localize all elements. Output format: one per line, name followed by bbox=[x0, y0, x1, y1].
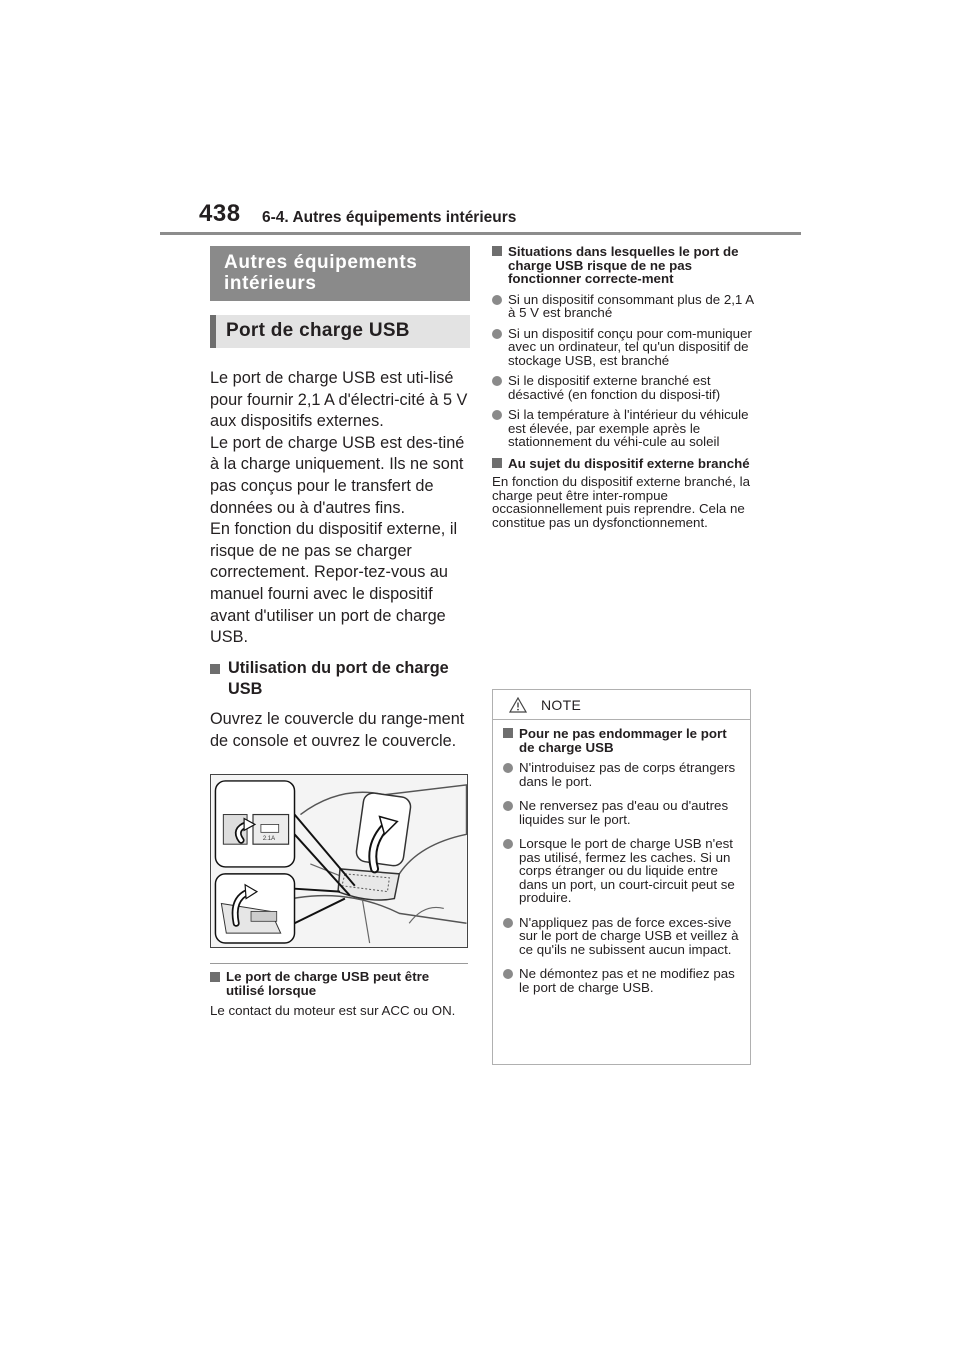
usb-port-label: 2.1A bbox=[262, 836, 276, 843]
note-item-text: Ne renversez pas d'eau ou d'autres liquides sur le port. bbox=[519, 798, 729, 827]
bullet-dot-icon bbox=[503, 839, 513, 849]
section-title: 6-4. Autres équipements intérieurs bbox=[262, 209, 517, 226]
square-bullet-icon bbox=[210, 972, 220, 982]
chapter-title: Autres équipements intérieurs bbox=[210, 246, 470, 301]
bullet-dot-icon bbox=[503, 801, 513, 811]
situations-heading-text: Situations dans lesquelles le port de charge USB risque de ne pas fonctionner correcte-ment bbox=[508, 244, 739, 286]
situation-text: Si un dispositif conçu pour com-muniquer avec un ordinateur, tel qu'un dispositif de stockage USB, est branché bbox=[508, 325, 752, 368]
note-body bbox=[493, 720, 750, 994]
situation-item bbox=[492, 327, 754, 368]
condition-heading-text: Le port de charge USB peut être utilisé lorsque bbox=[226, 969, 430, 999]
page-number: 438 bbox=[199, 200, 241, 227]
note-item-text: Ne démontez pas et ne modifiez pas le port de charge USB. bbox=[519, 966, 735, 995]
warning-triangle-icon bbox=[509, 697, 527, 713]
intro-paragraph: Le port de charge USB est uti-lisé pour fournir 2,1 A d'électri-cité à 5 V aux dispositifs externes. bbox=[210, 369, 468, 431]
external-heading bbox=[492, 457, 754, 471]
usage-heading bbox=[210, 658, 470, 701]
external-heading-text: Au sujet du dispositif externe branché bbox=[508, 455, 750, 471]
condition-rule bbox=[210, 963, 468, 964]
usage-heading-text: Utilisation du port de charge USB bbox=[228, 658, 449, 699]
subsection-title: Port de charge USB bbox=[210, 315, 470, 348]
square-bullet-icon bbox=[210, 664, 220, 674]
note-item-text: N'appliquez pas de force exces-sive sur le port de charge USB et veillez à ce qu'ils ne subissent aucun impact. bbox=[519, 914, 739, 957]
situation-text: Si la température à l'intérieur du véhicule est élevée, par exemple après le stationnement du véhi-cule au soleil bbox=[508, 407, 749, 449]
note-item bbox=[503, 916, 740, 957]
right-column bbox=[492, 245, 754, 529]
square-bullet-icon bbox=[503, 728, 513, 738]
situation-item bbox=[492, 293, 754, 320]
square-bullet-icon bbox=[492, 246, 502, 256]
left-column bbox=[210, 246, 470, 1018]
situation-item bbox=[492, 374, 754, 401]
bullet-dot-icon bbox=[503, 918, 513, 928]
situation-item bbox=[492, 408, 754, 449]
console-illustration bbox=[211, 775, 467, 947]
note-header bbox=[493, 690, 750, 720]
usage-text: Ouvrez le couvercle du range-ment de console et ouvrez le couvercle. bbox=[210, 709, 465, 750]
note-item bbox=[503, 761, 740, 788]
header-rule bbox=[160, 232, 801, 235]
situation-text: Si le dispositif externe branché est désactivé (en fonction du disposi-tif) bbox=[508, 373, 721, 402]
note-item bbox=[503, 967, 740, 994]
note-title: NOTE bbox=[541, 696, 582, 713]
note-item-text: Lorsque le port de charge USB n'est pas utilisé, fermez les caches. Si un corps étranger ou du liquide entre dans un port, un court-circuit peut se produire. bbox=[519, 836, 735, 905]
note-heading bbox=[503, 727, 740, 754]
note-heading-text: Pour ne pas endommager le port de charge USB bbox=[519, 726, 727, 755]
external-text: En fonction du dispositif externe branché, la charge peut être inter-rompue occasionnellement puis reprendre. Cela ne constitue pas un dysfonctionnement. bbox=[492, 474, 750, 530]
bullet-dot-icon bbox=[503, 969, 513, 979]
intro-paragraph: En fonction du dispositif externe, il risque de ne pas se charger correctement. Repor-tez-vous au manuel fourni avec le dispositif avant d'utiliser un port de charge USB. bbox=[210, 520, 458, 647]
bullet-dot-icon bbox=[492, 410, 502, 420]
note-item bbox=[503, 837, 740, 905]
note-item bbox=[503, 799, 740, 826]
bullet-dot-icon bbox=[503, 763, 513, 773]
console-usb-illustration bbox=[210, 774, 468, 948]
condition-text: Le contact du moteur est sur ACC ou ON. bbox=[210, 1003, 456, 1019]
bullet-dot-icon bbox=[492, 376, 502, 386]
square-bullet-icon bbox=[492, 458, 502, 468]
intro-text bbox=[210, 368, 470, 649]
note-item-text: N'introduisez pas de corps étrangers dans le port. bbox=[519, 760, 736, 789]
condition-heading bbox=[210, 970, 470, 998]
bullet-dot-icon bbox=[492, 329, 502, 339]
situation-text: Si un dispositif consommant plus de 2,1 A à 5 V est branché bbox=[508, 291, 754, 320]
situations-heading bbox=[492, 245, 754, 286]
note-box bbox=[492, 689, 751, 1065]
bullet-dot-icon bbox=[492, 295, 502, 305]
intro-paragraph: Le port de charge USB est des-tiné à la charge uniquement. Ils ne sont pas conçus pour le transfert de données ou à d'autres fins. bbox=[210, 433, 465, 517]
